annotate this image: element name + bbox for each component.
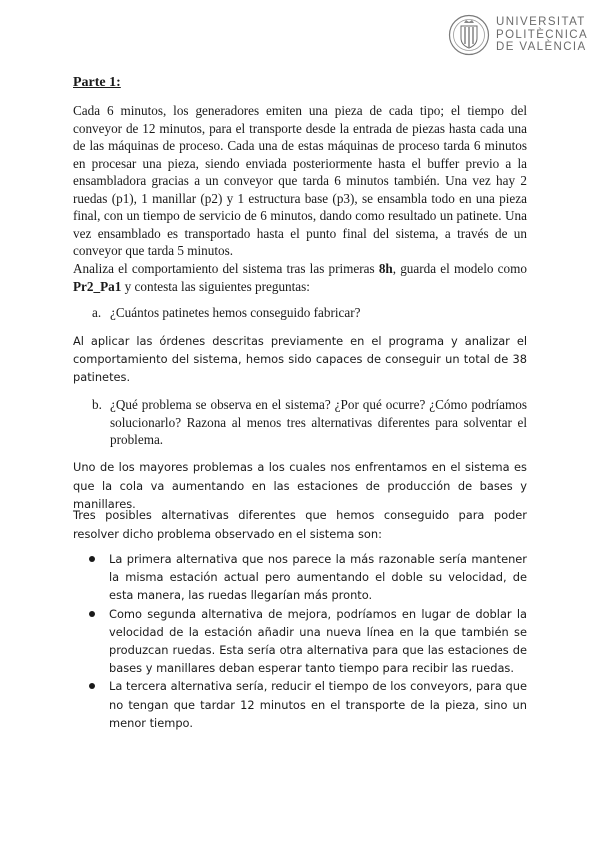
answer-a: Al aplicar las órdenes descritas previamente en el programa y analizar el comportamiento del sistema, hemos sido capaces de conseguir un total de 38 patinetes.: [73, 334, 527, 384]
alternative-text: La primera alternativa que nos parece la más razonable sería mantener la misma estación actual pero aumentando el doble su velocidad, de esta manera, las ruedas llegarían más pronto.: [109, 552, 527, 603]
bullet-icon: [89, 556, 95, 562]
instructions-model-name: Pr2_Pa1: [73, 278, 122, 294]
alternative-item: [73, 605, 527, 678]
university-seal-icon: [448, 14, 490, 56]
alternative-text: Como segunda alternativa de mejora, podríamos en lugar de doblar la velocidad de la estación añadir una nueva línea en la que también se produzcan ruedas. Esta sería otra alternativa para que las estaciones de bases y manillares deban esperar tanto tiempo para recibir las ruedas.: [109, 606, 527, 676]
logo-line-2: POLITÈCNICA: [496, 28, 589, 41]
instructions-text-1: Analiza el comportamiento del sistema tras las primeras: [73, 261, 379, 276]
alternative-item: [73, 550, 527, 605]
alternatives-list: [73, 550, 527, 732]
question-b: [92, 396, 527, 449]
question-a-letter: a.: [92, 305, 102, 320]
instructions-text-2: , guarda el modelo como: [392, 261, 527, 276]
university-name: [496, 16, 588, 54]
instructions-text-3: y contesta las siguientes preguntas:: [121, 278, 310, 294]
bullet-icon: [89, 611, 95, 617]
instructions-hours: 8h: [378, 261, 393, 276]
question-b-text: ¿Qué problema se observa en el sistema? ¿Por qué ocurre? ¿Cómo podríamos solucionarlo? Razona al menos tres alternativas diferentes para solventar el problema.: [110, 397, 527, 447]
section-heading: Parte 1:: [73, 75, 121, 90]
answer-b-problem: Uno de los mayores problemas a los cuales nos enfrentamos en el sistema es que la cola va aumentando en las estaciones de producción de bases y manillares.: [73, 460, 527, 511]
university-logo: [448, 12, 588, 58]
question-a-text: ¿Cuántos patinetes hemos conseguido fabricar?: [110, 305, 361, 320]
question-b-letter: b.: [92, 397, 102, 412]
logo-line-1: UNIVERSITAT: [496, 16, 586, 29]
alternative-text: La tercera alternativa sería, reducir el tiempo de los conveyors, para que no tengan que tardar 12 minutos en el transporte de la pieza, sino un menor tiempo.: [109, 679, 527, 730]
answer-b-intro: Tres posibles alternativas diferentes que hemos conseguido para poder resolver dicho problema observado en el sistema son:: [73, 508, 527, 541]
logo-line-3: DE VALÈNCIA: [496, 41, 587, 54]
problem-description: Cada 6 minutos, los generadores emiten una pieza de cada tipo; el tiempo del conveyor de 12 minutos, para el transporte desde la entrada de piezas hasta cada una de las máquinas de proceso. Cada una de estas máquinas de proceso tarda 6 minutos en procesar una pieza, siendo enviada posteriormente hasta el buffer previo a la ensambladora gracias a un conveyor que tarda 6 minutos también. Una vez hay 2 ruedas (p1), 1 manillar (p2) y 1 estructura base (p3), se ensambla todo en una pieza final, con un tiempo de servicio de 6 minutos, dando como resultado un patinete. Una vez ensamblado es transportado hasta el punto final del sistema, a través de un conveyor que tarda 5 minutos.: [73, 103, 527, 258]
alternative-item: [73, 677, 527, 732]
question-a: [92, 305, 522, 321]
instructions-paragraph: [73, 260, 527, 295]
bullet-icon: [89, 683, 95, 689]
